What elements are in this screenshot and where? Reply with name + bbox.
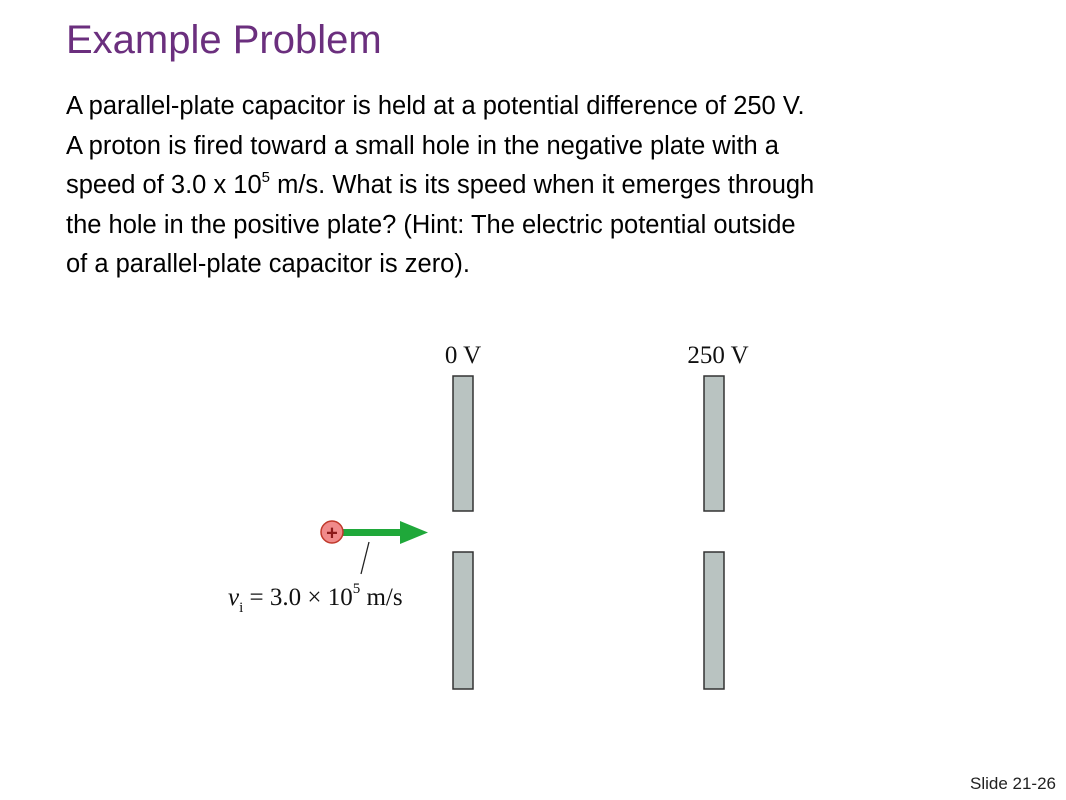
problem-exponent: 5 bbox=[261, 169, 270, 186]
left-plate-label: 0 V bbox=[444, 342, 482, 369]
velocity-unit: m/s bbox=[360, 584, 403, 611]
right-plate-lower bbox=[704, 552, 724, 689]
velocity-arrow bbox=[343, 521, 428, 544]
label-leader-line bbox=[361, 542, 369, 574]
problem-line-2: A proton is fired toward a small hole in the negative plate with a bbox=[66, 131, 779, 160]
proton bbox=[321, 521, 343, 545]
velocity-exponent: 5 bbox=[352, 581, 361, 597]
right-plate-label: 250 V bbox=[687, 342, 749, 369]
left-plate-upper bbox=[453, 376, 473, 511]
slide-title: Example Problem bbox=[66, 18, 382, 62]
problem-line-5: of a parallel-plate capacitor is zero). bbox=[66, 250, 470, 278]
left-plate-lower bbox=[453, 552, 473, 689]
problem-line-1: A parallel-plate capacitor is held at a potential difference of 250 V. bbox=[66, 92, 805, 120]
problem-line-4: the hole in the positive plate? (Hint: The electric potential outside bbox=[66, 210, 796, 239]
velocity-equation: = 3.0 × 10 bbox=[243, 584, 353, 611]
slide-number: Slide 21-26 bbox=[969, 774, 1056, 793]
problem-line-3-start: speed of 3.0 x 10 bbox=[66, 171, 262, 199]
velocity-label bbox=[228, 581, 403, 616]
velocity-subscript: i bbox=[239, 600, 244, 616]
problem-line-3-end: m/s. What is its speed when it emerges through bbox=[270, 171, 815, 199]
proton-charge-symbol: + bbox=[326, 522, 338, 545]
right-plate-upper bbox=[704, 376, 724, 511]
velocity-variable: v bbox=[228, 584, 240, 611]
